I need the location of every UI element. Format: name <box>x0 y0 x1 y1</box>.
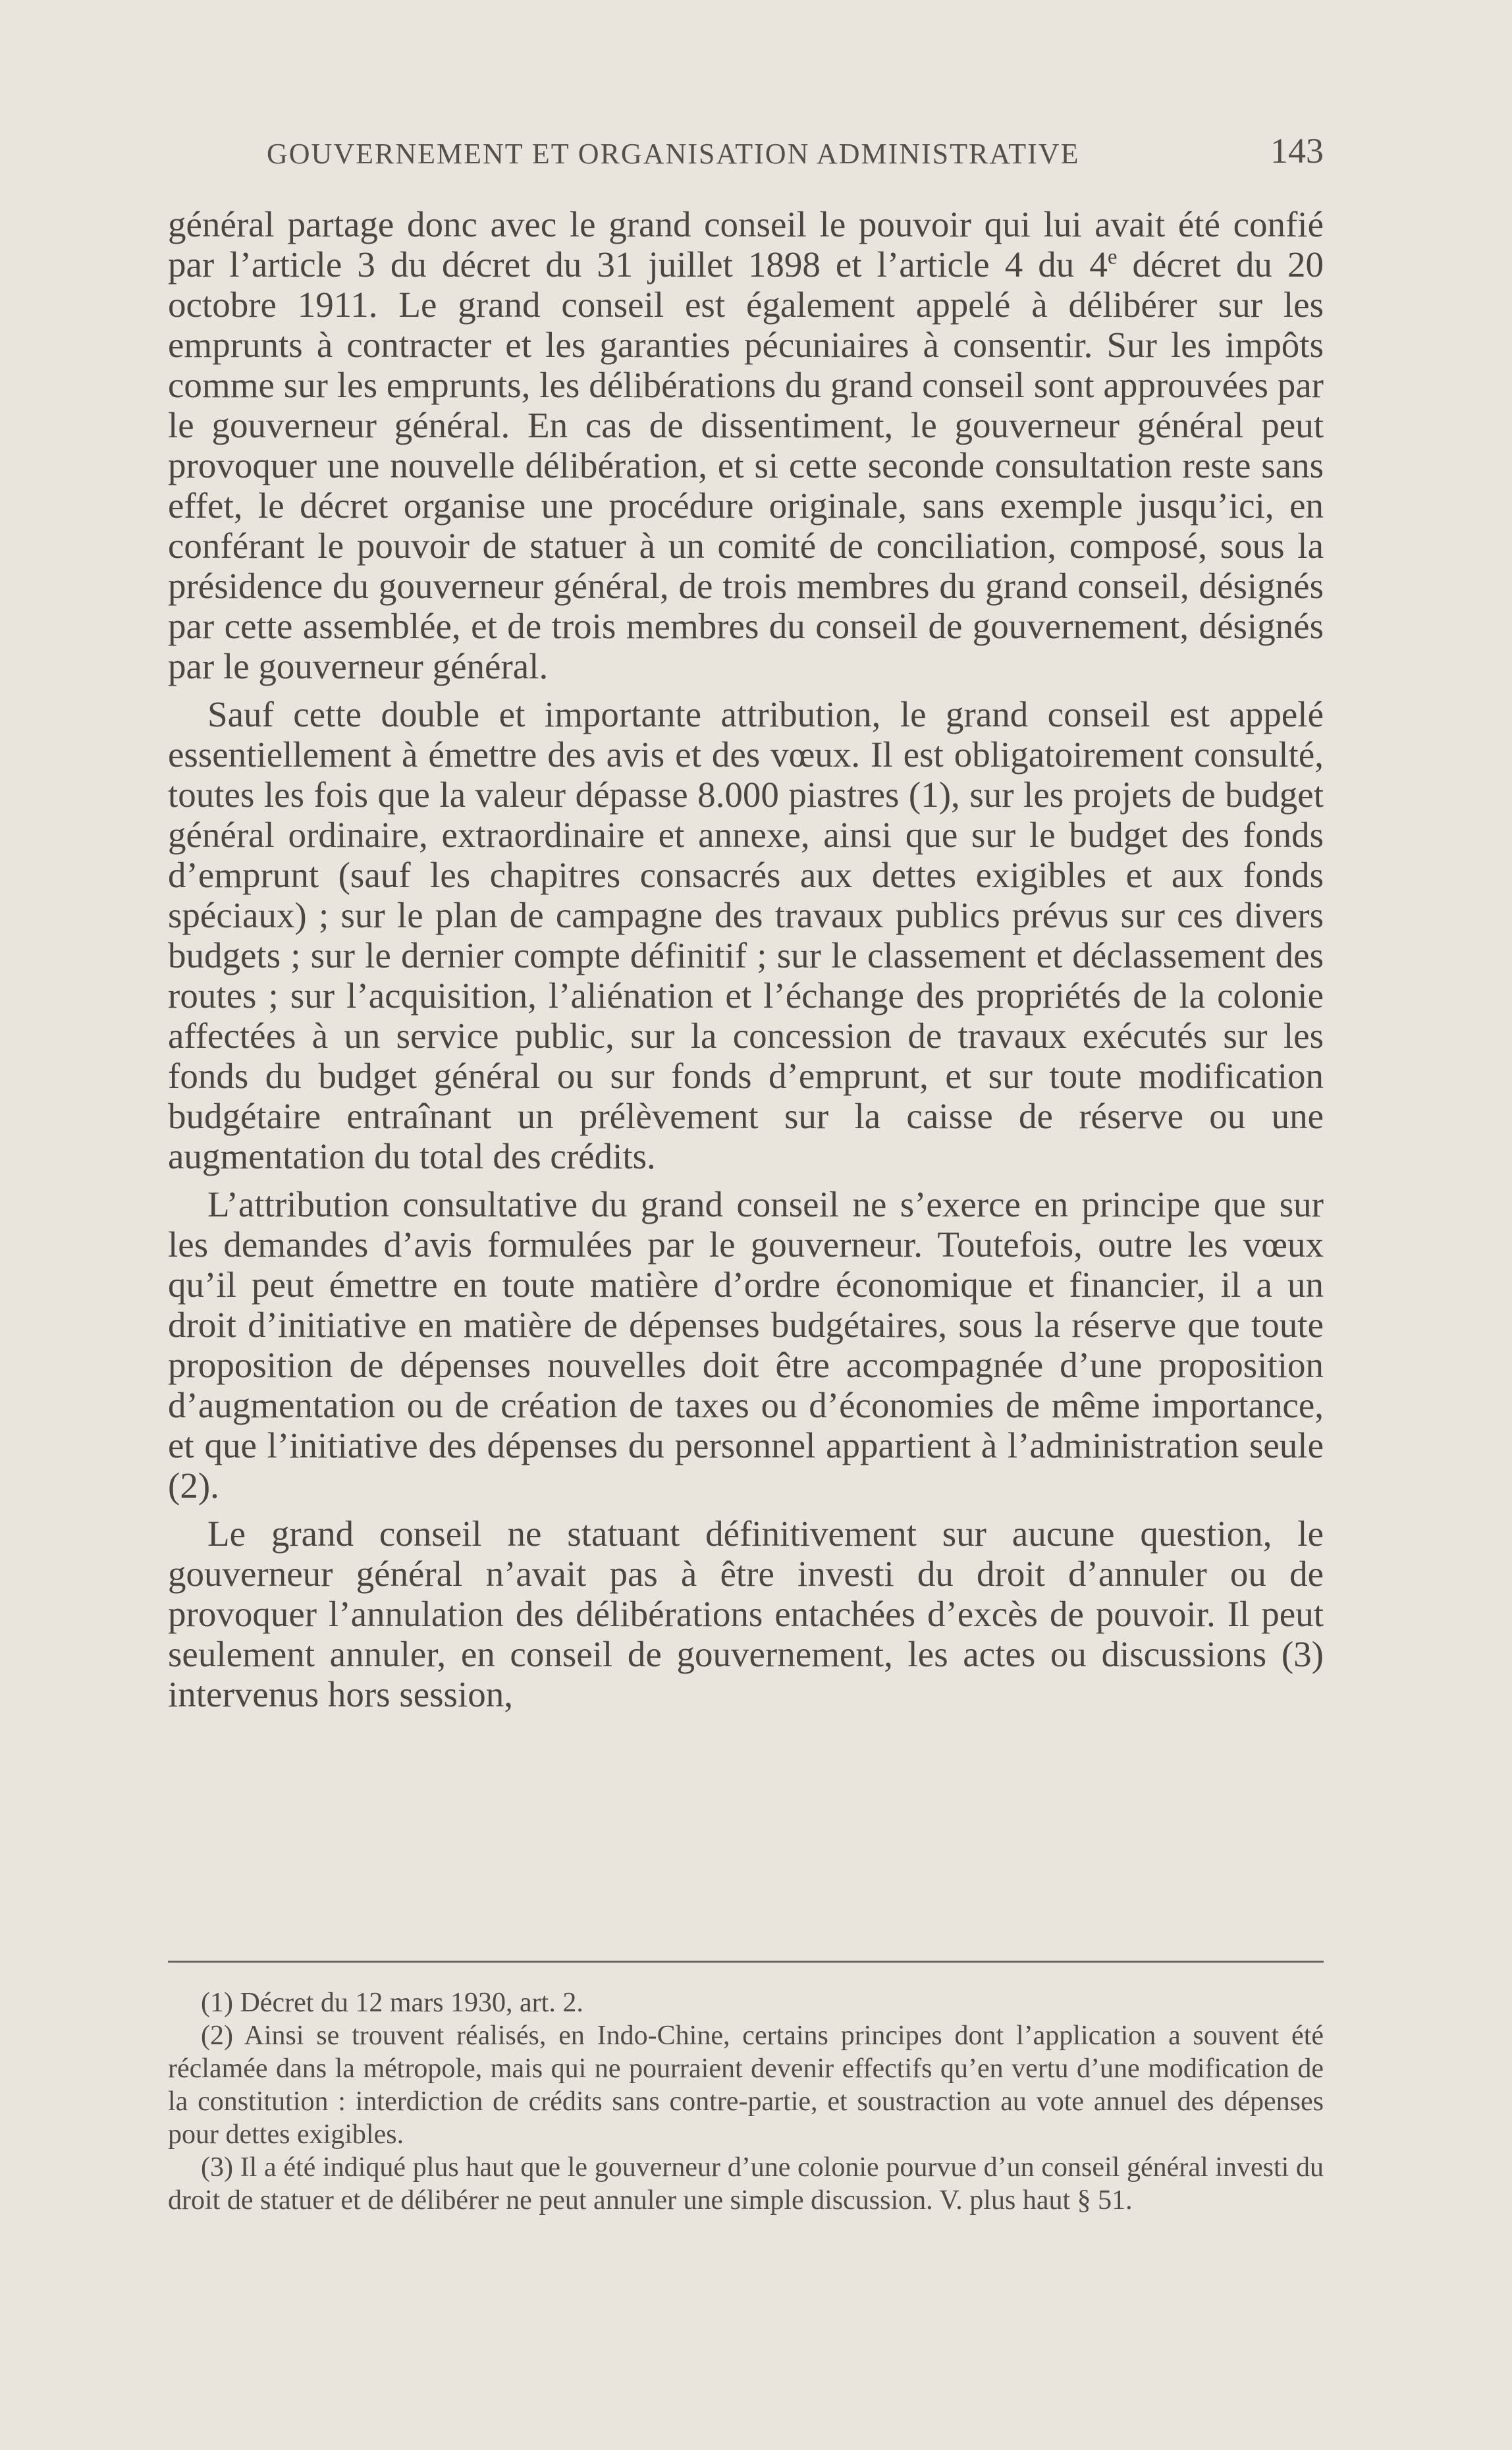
running-title: GOUVERNEMENT ET ORGANISATION ADMINISTRATIVE <box>267 138 1080 170</box>
page-number: 143 <box>1270 131 1324 171</box>
main-text <box>168 204 1324 1722</box>
paragraph-4: Le grand conseil ne statuant définitivement sur aucune question, le gouverneur général n’avait pas à être investi du droit d’annuler ou de provoquer l’annulation des délibérations entachées d’excès de pouvoir. Il peut seulement annuler, en conseil de gouvernement, les actes ou discussions (3) intervenus hors session, <box>168 1513 1324 1714</box>
ordinal-superscript: e <box>1107 245 1118 269</box>
footnote-2: (2) Ainsi se trouvent réalisés, en Indo-Chine, certains principes dont l’application a souvent été réclamée dans la métropole, mais qui ne pourraient devenir effectifs qu’en vertu d’une modification de la constitution : interdiction de crédits sans contre-partie, et soustraction au vote annuel des dépenses pour dettes exigibles. <box>168 2021 1324 2150</box>
paragraph-1 <box>168 204 1324 686</box>
paragraph-2: Sauf cette double et importante attribution, le grand conseil est appelé essentiellement à émettre des avis et des vœux. Il est obligatoirement consulté, toutes les fois que la valeur dépasse 8.000 piastres (1), sur les projets de budget général ordinaire, extraordinaire et annexe, ainsi que sur le budget des fonds d’emprunt (sauf les chapitres consacrés aux dettes exigibles et aux fonds spéciaux) ; sur le plan de campagne des travaux publics prévus sur ces divers budgets ; sur le dernier compte définitif ; sur le classement et déclassement des routes ; sur l’acquisition, l’aliénation et l’échange des propriétés de la colonie affectées à un service public, sur la concession de travaux exécutés sur les fonds du budget général ou sur fonds d’emprunt, et sur toute modification budgétaire entraînant un prélèvement sur la caisse de réserve ou une augmentation du total des crédits. <box>168 694 1324 1176</box>
paragraph-3: L’attribution consultative du grand conseil ne s’exerce en principe que sur les demandes d’avis formulées par le gouverneur. Toutefois, outre les vœux qu’il peut émettre en toute matière d’ordre économique et financier, il a un droit d’initiative en matière de dépenses budgétaires, sous la réserve que toute proposition de dépenses nouvelles doit être accompagnée d’une proposition d’augmentation ou de création de taxes ou d’économies de même importance, et que l’initiative des dépenses du personnel appartient à l’administration seule (2). <box>168 1184 1324 1506</box>
footnote-divider <box>168 1961 1324 1963</box>
footnote-1: (1) Décret du 12 mars 1930, art. 2. <box>201 1988 583 2018</box>
paragraph-1-part-b: décret du 20 octobre 1911. Le grand conseil est également appelé à délibérer sur les emprunts à contracter et les garanties pécuniaires à consentir. Sur les impôts comme sur les emprunts, les délibérations du grand conseil sont approuvées par le gouverneur général. En cas de dissentiment, le gouverneur général peut provoquer une nouvelle délibération, et si cette seconde consultation reste sans effet, le décret organise une procédure originale, sans exemple jusqu’ici, en conférant le pouvoir de statuer à un comité de conciliation, composé, sous la présidence du gouverneur général, de trois membres du grand conseil, désignés par cette assemblée, et de trois membres du conseil de gouvernement, désignés par le gouverneur général. <box>168 244 1324 686</box>
paragraph-1-part-a: général partage donc avec le grand conseil le pouvoir qui lui avait été confié par l’article 3 du décret du 31 juillet 1898 et l’article 4 du 4 <box>168 204 1324 285</box>
footnotes <box>168 1986 1324 2217</box>
footnote-3: (3) Il a été indiqué plus haut que le gouverneur d’une colonie pourvue d’un conseil général investi du droit de statuer et de délibérer ne peut annuler une simple discussion. V. plus haut § 51. <box>168 2152 1324 2216</box>
page-header <box>168 125 1324 178</box>
